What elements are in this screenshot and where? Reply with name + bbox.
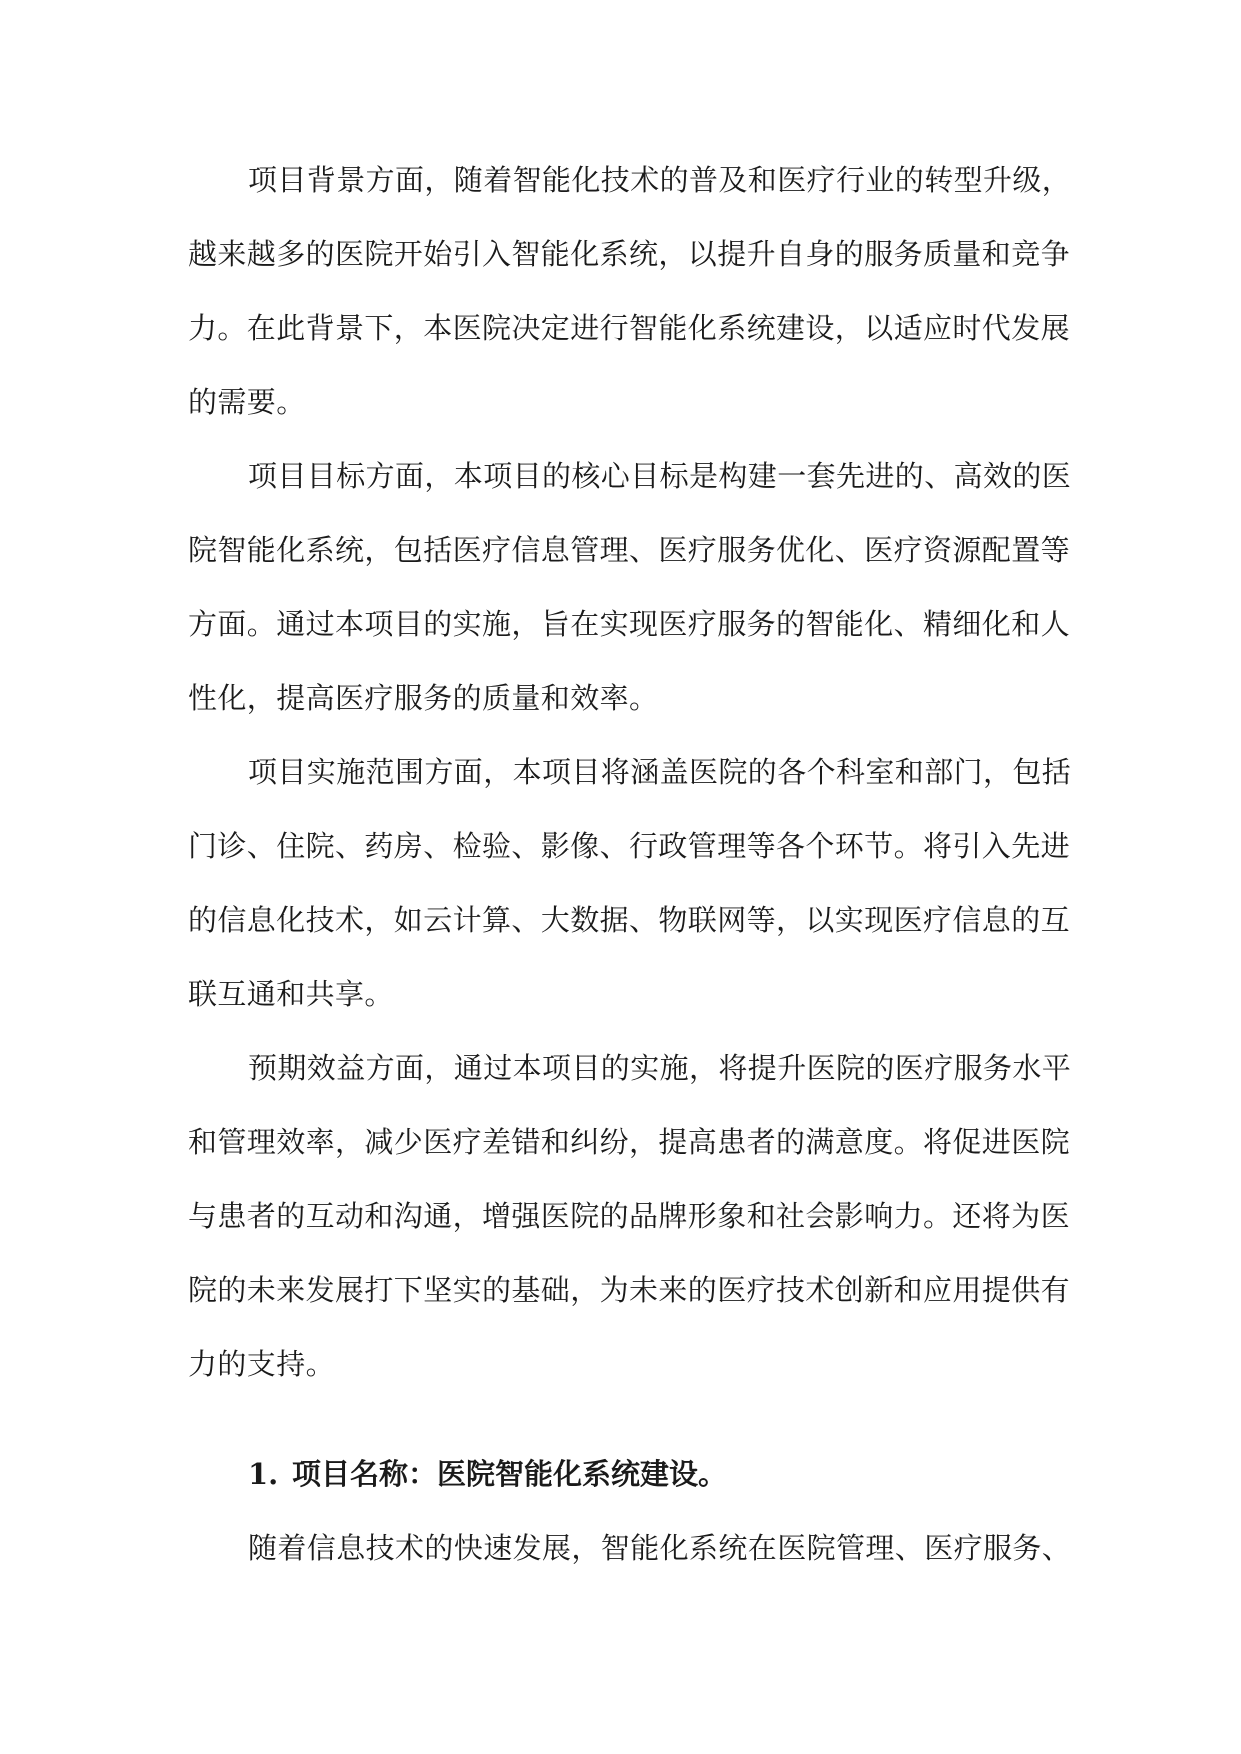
document-body xyxy=(188,143,1072,1585)
text-line: 联互通和共享。 xyxy=(188,977,394,1011)
paragraph-background xyxy=(188,143,1072,439)
text-line: 与患者的互动和沟通，增强医院的品牌形象和社会影响力。还将为医 xyxy=(188,1199,1071,1233)
text-line: 门诊、住院、药房、检验、影像、行政管理等各个环节。将引入先进 xyxy=(188,829,1071,863)
text-line: 力。在此背景下，本医院决定进行智能化系统建设，以适应时代发展 xyxy=(188,311,1071,345)
text-line: 性化，提高医疗服务的质量和效率。 xyxy=(188,681,659,715)
text-line: 预期效益方面，通过本项目的实施，将提升医院的医疗服务水平 xyxy=(248,1051,1072,1085)
text-line: 的信息化技术，如云计算、大数据、物联网等，以实现医疗信息的互 xyxy=(188,903,1071,937)
text-line: 项目实施范围方面，本项目将涵盖医院的各个科室和部门，包括 xyxy=(248,755,1072,789)
text-line: 项目目标方面，本项目的核心目标是构建一套先进的、高效的医 xyxy=(248,459,1072,493)
text-line: 力的支持。 xyxy=(188,1347,336,1381)
paragraph-benefits xyxy=(188,1031,1072,1401)
text-line: 院智能化系统，包括医疗信息管理、医疗服务优化、医疗资源配置等 xyxy=(188,533,1071,567)
section-heading xyxy=(188,1437,1060,1511)
text-line: 和管理效率，减少医疗差错和纠纷，提高患者的满意度。将促进医院 xyxy=(188,1125,1071,1159)
text-line: 院的未来发展打下坚实的基础，为未来的医疗技术创新和应用提供有 xyxy=(188,1273,1071,1307)
text-line: 越来越多的医院开始引入智能化系统，以提升自身的服务质量和竞争 xyxy=(188,237,1071,271)
paragraph-scope xyxy=(188,735,1072,1031)
paragraph-intro xyxy=(188,1511,1072,1585)
text-line: 方面。通过本项目的实施，旨在实现医疗服务的智能化、精细化和人 xyxy=(188,607,1071,641)
text-line: 随着信息技术的快速发展，智能化系统在医院管理、医疗服务、 xyxy=(248,1531,1072,1565)
text-line: 项目背景方面，随着智能化技术的普及和医疗行业的转型升级， xyxy=(248,163,1072,197)
text-line: 的需要。 xyxy=(188,385,306,419)
heading-number: 1. xyxy=(248,1457,279,1491)
heading-text: 项目名称：医院智能化系统建设。 xyxy=(292,1457,728,1491)
paragraph-goals xyxy=(188,439,1072,735)
